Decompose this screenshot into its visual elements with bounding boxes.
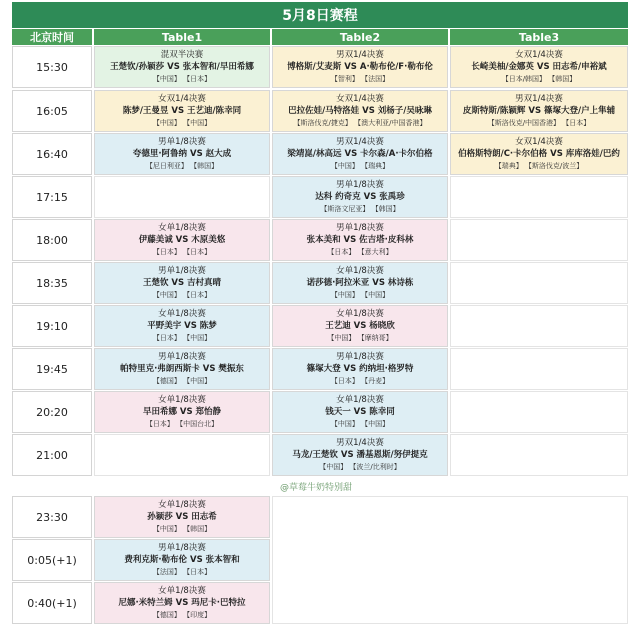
match-countries: 【中国】 【瑞典】: [330, 162, 390, 170]
empty-cell: [450, 434, 628, 476]
match-round: 女单1/8决赛: [336, 395, 384, 405]
empty-block: [272, 496, 628, 624]
match-cell-t2: [272, 391, 448, 433]
match-players: 伯格斯特朗/C·卡尔伯格 VS 库库洛娃/巴约: [458, 149, 620, 159]
time-cell: 16:40: [12, 133, 92, 175]
time-cell: 18:00: [12, 219, 92, 261]
match-players: 平野美宇 VS 陈梦: [147, 321, 217, 331]
match-round: 男双1/4决赛: [336, 438, 384, 448]
time-cell: 18:35: [12, 262, 92, 304]
match-countries: 【德国】 【印度】: [152, 611, 212, 619]
header-time: 北京时间: [12, 29, 92, 45]
match-countries: 【中国】 【中国】: [330, 291, 390, 299]
match-countries: 【日本】 【中国】: [152, 334, 212, 342]
match-players: 梁靖崑/林高远 VS 卡尔森/A·卡尔伯格: [287, 149, 433, 159]
match-players: 长崎美柚/金娜英 VS 田志希/申裕斌: [471, 62, 607, 72]
match-round: 女单1/8决赛: [158, 223, 206, 233]
match-round: 混双半决赛: [160, 50, 204, 60]
match-countries: 【日本】 【意大利】: [327, 248, 393, 256]
header-table1: Table1: [94, 29, 270, 45]
match-round: 男单1/8决赛: [336, 180, 384, 190]
match-players: 博格斯/艾麦斯 VS A·勒布伦/F·勒布伦: [287, 62, 433, 72]
match-cell-t1: [94, 539, 270, 581]
match-countries: 【中国】 【波兰/比利时】: [319, 463, 401, 471]
match-cell-t3: [450, 46, 628, 88]
match-cell-t2: [272, 305, 448, 347]
match-players: 早田希娜 VS 郑怡静: [142, 407, 222, 417]
match-players: 王楚钦 VS 吉村真晴: [142, 278, 222, 288]
time-cell: 15:30: [12, 46, 92, 88]
time-cell: 19:10: [12, 305, 92, 347]
match-countries: 【瑞典】 【斯洛伐克/波兰】: [494, 162, 584, 170]
match-cell-t2: [272, 46, 448, 88]
page-title: 5月8日赛程: [12, 2, 628, 28]
match-cell-t2: [272, 348, 448, 390]
match-countries: 【中国】 【中国】: [330, 420, 390, 428]
empty-cell: [450, 262, 628, 304]
match-countries: 【中国】 【摩纳哥】: [327, 334, 393, 342]
match-cell-t2: [272, 133, 448, 175]
match-countries: 【斯洛伐克/中国香港】 【日本】: [487, 119, 591, 127]
match-round: 男单1/8决赛: [158, 137, 206, 147]
empty-cell: [450, 348, 628, 390]
match-players: 达科 约奇克 VS 张禹珍: [315, 192, 405, 202]
match-players: 帕特里克·弗朗西斯卡 VS 樊振东: [120, 364, 244, 374]
empty-cell: [94, 176, 270, 218]
match-cell-t1: [94, 219, 270, 261]
match-players: 马龙/王楚钦 VS 潘基恩斯/努伊提克: [292, 450, 428, 460]
match-countries: 【日本】 【丹麦】: [330, 377, 390, 385]
match-players: 诺莎德·阿拉米亚 VS 林诗栋: [306, 278, 414, 288]
time-cell: 20:20: [12, 391, 92, 433]
match-cell-t3: [450, 90, 628, 132]
match-countries: 【法国】 【日本】: [152, 568, 212, 576]
match-cell-t1: [94, 348, 270, 390]
match-players: 王艺迪 VS 杨晓欣: [325, 321, 395, 331]
empty-cell: [450, 305, 628, 347]
time-cell: 0:05(+1): [12, 539, 92, 581]
match-countries: 【尼日利亚】 【韩国】: [145, 162, 219, 170]
watermark: @草莓牛奶特别甜: [280, 483, 353, 493]
match-countries: 【中国】 【日本】: [152, 291, 212, 299]
match-cell-t3: [450, 133, 628, 175]
match-cell-t1: [94, 305, 270, 347]
match-round: 女双1/4决赛: [336, 94, 384, 104]
match-countries: 【中国】 【韩国】: [152, 525, 212, 533]
match-countries: 【日本】 【日本】: [152, 248, 212, 256]
match-players: 巴拉佐娃/马特洛娃 VS 刘杨子/吴咏琳: [288, 106, 432, 116]
match-round: 男单1/8决赛: [158, 266, 206, 276]
match-players: 陈梦/王曼昱 VS 王艺迪/陈幸同: [122, 106, 242, 116]
match-cell-t1: [94, 582, 270, 624]
match-round: 女双1/4决赛: [158, 94, 206, 104]
time-cell: 17:15: [12, 176, 92, 218]
match-round: 女单1/8决赛: [158, 309, 206, 319]
match-cell-t2: [272, 434, 448, 476]
empty-cell: [450, 219, 628, 261]
match-round: 女双1/4决赛: [515, 137, 563, 147]
match-countries: 【德国】 【中国】: [152, 377, 212, 385]
match-round: 男双1/4决赛: [515, 94, 563, 104]
time-cell: 16:05: [12, 90, 92, 132]
time-cell: 19:45: [12, 348, 92, 390]
match-cell-t2: [272, 90, 448, 132]
match-players: 篠塚大登 VS 约纳坦·格罗特: [306, 364, 414, 374]
match-countries: 【日本/韩国】 【韩国】: [501, 75, 577, 83]
match-cell-t1: [94, 262, 270, 304]
match-players: 孙颖莎 VS 田志希: [147, 512, 217, 522]
match-round: 女单1/8决赛: [158, 395, 206, 405]
match-players: 皮斯特斯/陈颖辉 VS 篠塚大登/户上隼辅: [462, 106, 616, 116]
match-cell-t2: [272, 219, 448, 261]
match-players: 张本美和 VS 佐吉塔·皮科林: [306, 235, 414, 245]
match-cell-t2: [272, 176, 448, 218]
empty-cell: [450, 176, 628, 218]
match-countries: 【中国】 【日本】: [152, 75, 212, 83]
match-round: 女单1/8决赛: [158, 586, 206, 596]
match-players: 伊藤美诚 VS 木原美悠: [138, 235, 226, 245]
match-round: 女双1/4决赛: [515, 50, 563, 60]
match-players: 钱天一 VS 陈幸同: [325, 407, 395, 417]
empty-cell: [450, 391, 628, 433]
match-cell-t1: [94, 46, 270, 88]
match-countries: 【中国】 【中国】: [152, 119, 212, 127]
header-table3: Table3: [450, 29, 628, 45]
match-cell-t1: [94, 496, 270, 538]
match-round: 男双1/4决赛: [336, 50, 384, 60]
time-cell: 21:00: [12, 434, 92, 476]
empty-cell: [94, 434, 270, 476]
match-cell-t1: [94, 391, 270, 433]
match-round: 女单1/8决赛: [336, 266, 384, 276]
match-countries: 【日本】 【中国台北】: [145, 420, 219, 428]
match-round: 女单1/8决赛: [336, 309, 384, 319]
match-countries: 【斯洛伐克/捷克】 【澳大利亚/中国香港】: [293, 119, 427, 127]
match-cell-t2: [272, 262, 448, 304]
match-round: 男单1/8决赛: [158, 352, 206, 362]
match-players: 费利克斯·勒布伦 VS 张本智和: [124, 555, 240, 565]
match-cell-t1: [94, 90, 270, 132]
match-round: 男单1/8决赛: [158, 543, 206, 553]
match-cell-t1: [94, 133, 270, 175]
match-round: 男单1/8决赛: [336, 223, 384, 233]
match-players: 尼娜·米特兰姆 VS 玛尼卡·巴特拉: [118, 598, 246, 608]
match-players: 夸德里·阿鲁纳 VS 赵大成: [132, 149, 232, 159]
match-countries: 【智利】 【法国】: [330, 75, 390, 83]
match-countries: 【斯洛文尼亚】 【韩国】: [320, 205, 400, 213]
header-table2: Table2: [272, 29, 448, 45]
match-round: 男单1/8决赛: [336, 352, 384, 362]
time-cell: 23:30: [12, 496, 92, 538]
match-round: 女单1/8决赛: [158, 500, 206, 510]
match-players: 王楚钦/孙颖莎 VS 张本智和/早田希娜: [110, 62, 254, 72]
time-cell: 0:40(+1): [12, 582, 92, 624]
match-round: 男双1/4决赛: [336, 137, 384, 147]
